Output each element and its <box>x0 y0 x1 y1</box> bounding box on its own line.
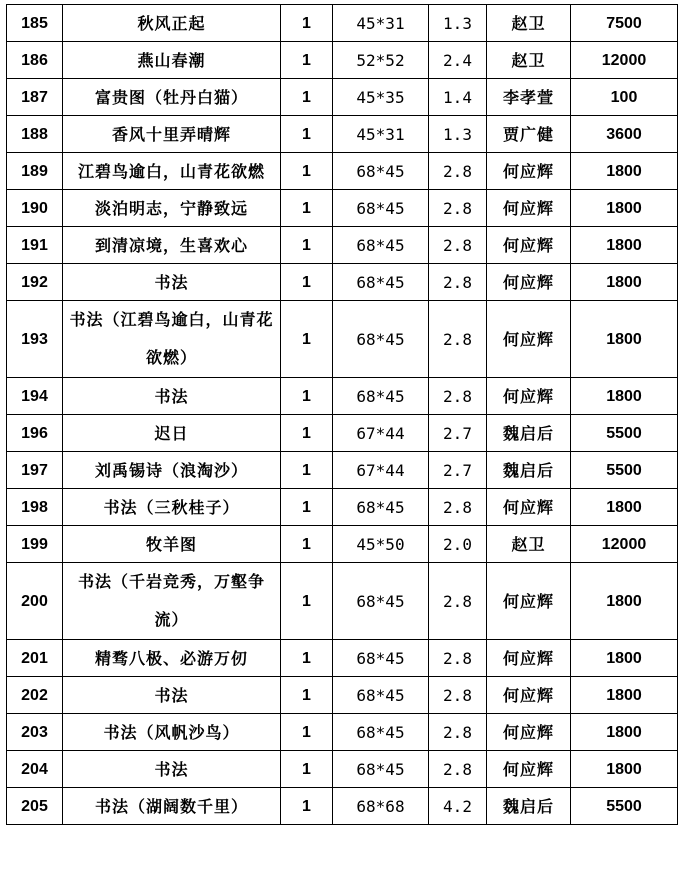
title-cell: 书法 <box>63 378 281 415</box>
quantity-cell: 1 <box>281 714 333 751</box>
title-cell: 精骛八极、必游万仞 <box>63 640 281 677</box>
lot-number-cell: 199 <box>7 526 63 563</box>
lot-number-cell: 202 <box>7 677 63 714</box>
title-cell: 刘禹锡诗（浪淘沙） <box>63 452 281 489</box>
title-cell: 燕山春潮 <box>63 42 281 79</box>
artist-cell: 李孝萱 <box>487 79 571 116</box>
area-cell: 2.8 <box>429 301 487 378</box>
title-cell: 香风十里弄晴辉 <box>63 116 281 153</box>
quantity-cell: 1 <box>281 563 333 640</box>
table-row <box>7 563 678 640</box>
table-row <box>7 489 678 526</box>
price-cell: 1800 <box>571 190 678 227</box>
price-cell: 1800 <box>571 640 678 677</box>
quantity-cell: 1 <box>281 378 333 415</box>
price-cell: 1800 <box>571 227 678 264</box>
title-cell: 到清凉境，生喜欢心 <box>63 227 281 264</box>
size-cell: 68*45 <box>333 677 429 714</box>
title-cell: 江碧鸟逾白，山青花欲燃 <box>63 153 281 190</box>
area-cell: 1.3 <box>429 116 487 153</box>
artist-cell: 魏启后 <box>487 452 571 489</box>
area-cell: 2.4 <box>429 42 487 79</box>
title-cell: 书法 <box>63 677 281 714</box>
artwork-inventory-table <box>6 4 678 825</box>
table-row <box>7 5 678 42</box>
lot-number-cell: 205 <box>7 788 63 825</box>
quantity-cell: 1 <box>281 116 333 153</box>
artist-cell: 贾广健 <box>487 116 571 153</box>
price-cell: 1800 <box>571 751 678 788</box>
area-cell: 2.8 <box>429 640 487 677</box>
quantity-cell: 1 <box>281 751 333 788</box>
lot-number-cell: 185 <box>7 5 63 42</box>
artist-cell: 何应辉 <box>487 677 571 714</box>
table-row <box>7 452 678 489</box>
size-cell: 68*45 <box>333 751 429 788</box>
artist-cell: 何应辉 <box>487 640 571 677</box>
table-row <box>7 714 678 751</box>
size-cell: 68*45 <box>333 227 429 264</box>
lot-number-cell: 190 <box>7 190 63 227</box>
size-cell: 67*44 <box>333 415 429 452</box>
title-cell: 迟日 <box>63 415 281 452</box>
size-cell: 52*52 <box>333 42 429 79</box>
area-cell: 2.7 <box>429 415 487 452</box>
area-cell: 2.8 <box>429 489 487 526</box>
artist-cell: 魏启后 <box>487 788 571 825</box>
size-cell: 45*35 <box>333 79 429 116</box>
quantity-cell: 1 <box>281 788 333 825</box>
area-cell: 2.8 <box>429 190 487 227</box>
artist-cell: 何应辉 <box>487 153 571 190</box>
quantity-cell: 1 <box>281 526 333 563</box>
table-row <box>7 116 678 153</box>
quantity-cell: 1 <box>281 79 333 116</box>
size-cell: 68*45 <box>333 378 429 415</box>
table-row <box>7 788 678 825</box>
price-cell: 1800 <box>571 301 678 378</box>
price-cell: 1800 <box>571 714 678 751</box>
table-row <box>7 378 678 415</box>
table-row <box>7 301 678 378</box>
price-cell: 5500 <box>571 452 678 489</box>
price-cell: 1800 <box>571 563 678 640</box>
artist-cell: 何应辉 <box>487 301 571 378</box>
title-cell: 牧羊图 <box>63 526 281 563</box>
price-cell: 1800 <box>571 677 678 714</box>
quantity-cell: 1 <box>281 640 333 677</box>
size-cell: 68*45 <box>333 563 429 640</box>
price-cell: 5500 <box>571 415 678 452</box>
table-row <box>7 153 678 190</box>
quantity-cell: 1 <box>281 5 333 42</box>
area-cell: 1.3 <box>429 5 487 42</box>
lot-number-cell: 193 <box>7 301 63 378</box>
price-cell: 1800 <box>571 378 678 415</box>
size-cell: 68*45 <box>333 714 429 751</box>
title-cell: 书法（三秋桂子） <box>63 489 281 526</box>
area-cell: 2.8 <box>429 264 487 301</box>
size-cell: 68*45 <box>333 301 429 378</box>
artist-cell: 赵卫 <box>487 5 571 42</box>
size-cell: 67*44 <box>333 452 429 489</box>
table-row <box>7 79 678 116</box>
price-cell: 7500 <box>571 5 678 42</box>
price-cell: 1800 <box>571 153 678 190</box>
price-cell: 1800 <box>571 264 678 301</box>
artist-cell: 魏启后 <box>487 415 571 452</box>
area-cell: 2.8 <box>429 677 487 714</box>
lot-number-cell: 194 <box>7 378 63 415</box>
table-body <box>7 5 678 825</box>
artist-cell: 何应辉 <box>487 227 571 264</box>
size-cell: 68*45 <box>333 489 429 526</box>
price-cell: 5500 <box>571 788 678 825</box>
area-cell: 2.0 <box>429 526 487 563</box>
table-row <box>7 640 678 677</box>
size-cell: 68*45 <box>333 153 429 190</box>
price-cell: 1800 <box>571 489 678 526</box>
quantity-cell: 1 <box>281 489 333 526</box>
title-cell: 书法（湖阔数千里） <box>63 788 281 825</box>
price-cell: 100 <box>571 79 678 116</box>
lot-number-cell: 188 <box>7 116 63 153</box>
quantity-cell: 1 <box>281 677 333 714</box>
table-row <box>7 227 678 264</box>
lot-number-cell: 192 <box>7 264 63 301</box>
quantity-cell: 1 <box>281 227 333 264</box>
artist-cell: 何应辉 <box>487 378 571 415</box>
size-cell: 68*45 <box>333 640 429 677</box>
lot-number-cell: 204 <box>7 751 63 788</box>
table-row <box>7 42 678 79</box>
artist-cell: 何应辉 <box>487 264 571 301</box>
quantity-cell: 1 <box>281 264 333 301</box>
size-cell: 45*31 <box>333 5 429 42</box>
area-cell: 2.8 <box>429 714 487 751</box>
lot-number-cell: 200 <box>7 563 63 640</box>
quantity-cell: 1 <box>281 301 333 378</box>
quantity-cell: 1 <box>281 42 333 79</box>
lot-number-cell: 201 <box>7 640 63 677</box>
artist-cell: 何应辉 <box>487 563 571 640</box>
title-cell: 富贵图（牡丹白猫） <box>63 79 281 116</box>
area-cell: 4.2 <box>429 788 487 825</box>
artist-cell: 何应辉 <box>487 751 571 788</box>
lot-number-cell: 197 <box>7 452 63 489</box>
lot-number-cell: 196 <box>7 415 63 452</box>
quantity-cell: 1 <box>281 452 333 489</box>
artist-cell: 何应辉 <box>487 190 571 227</box>
title-cell: 秋风正起 <box>63 5 281 42</box>
lot-number-cell: 187 <box>7 79 63 116</box>
title-cell: 淡泊明志，宁静致远 <box>63 190 281 227</box>
title-cell: 书法（江碧鸟逾白，山青花欲燃） <box>63 301 281 378</box>
title-cell: 书法 <box>63 751 281 788</box>
area-cell: 2.8 <box>429 751 487 788</box>
lot-number-cell: 198 <box>7 489 63 526</box>
area-cell: 2.8 <box>429 378 487 415</box>
table-row <box>7 677 678 714</box>
lot-number-cell: 189 <box>7 153 63 190</box>
artist-cell: 何应辉 <box>487 714 571 751</box>
title-cell: 书法（风帆沙鸟） <box>63 714 281 751</box>
size-cell: 45*50 <box>333 526 429 563</box>
area-cell: 2.8 <box>429 227 487 264</box>
artist-cell: 何应辉 <box>487 489 571 526</box>
price-cell: 12000 <box>571 42 678 79</box>
price-cell: 3600 <box>571 116 678 153</box>
size-cell: 68*68 <box>333 788 429 825</box>
price-cell: 12000 <box>571 526 678 563</box>
size-cell: 68*45 <box>333 264 429 301</box>
lot-number-cell: 203 <box>7 714 63 751</box>
title-cell: 书法 <box>63 264 281 301</box>
area-cell: 2.7 <box>429 452 487 489</box>
area-cell: 1.4 <box>429 79 487 116</box>
table-row <box>7 190 678 227</box>
lot-number-cell: 191 <box>7 227 63 264</box>
quantity-cell: 1 <box>281 415 333 452</box>
artist-cell: 赵卫 <box>487 42 571 79</box>
artist-cell: 赵卫 <box>487 526 571 563</box>
area-cell: 2.8 <box>429 563 487 640</box>
lot-number-cell: 186 <box>7 42 63 79</box>
table-row <box>7 415 678 452</box>
size-cell: 68*45 <box>333 190 429 227</box>
size-cell: 45*31 <box>333 116 429 153</box>
table-row <box>7 264 678 301</box>
table-row <box>7 751 678 788</box>
table-row <box>7 526 678 563</box>
area-cell: 2.8 <box>429 153 487 190</box>
quantity-cell: 1 <box>281 190 333 227</box>
title-cell: 书法（千岩竞秀，万壑争流） <box>63 563 281 640</box>
quantity-cell: 1 <box>281 153 333 190</box>
